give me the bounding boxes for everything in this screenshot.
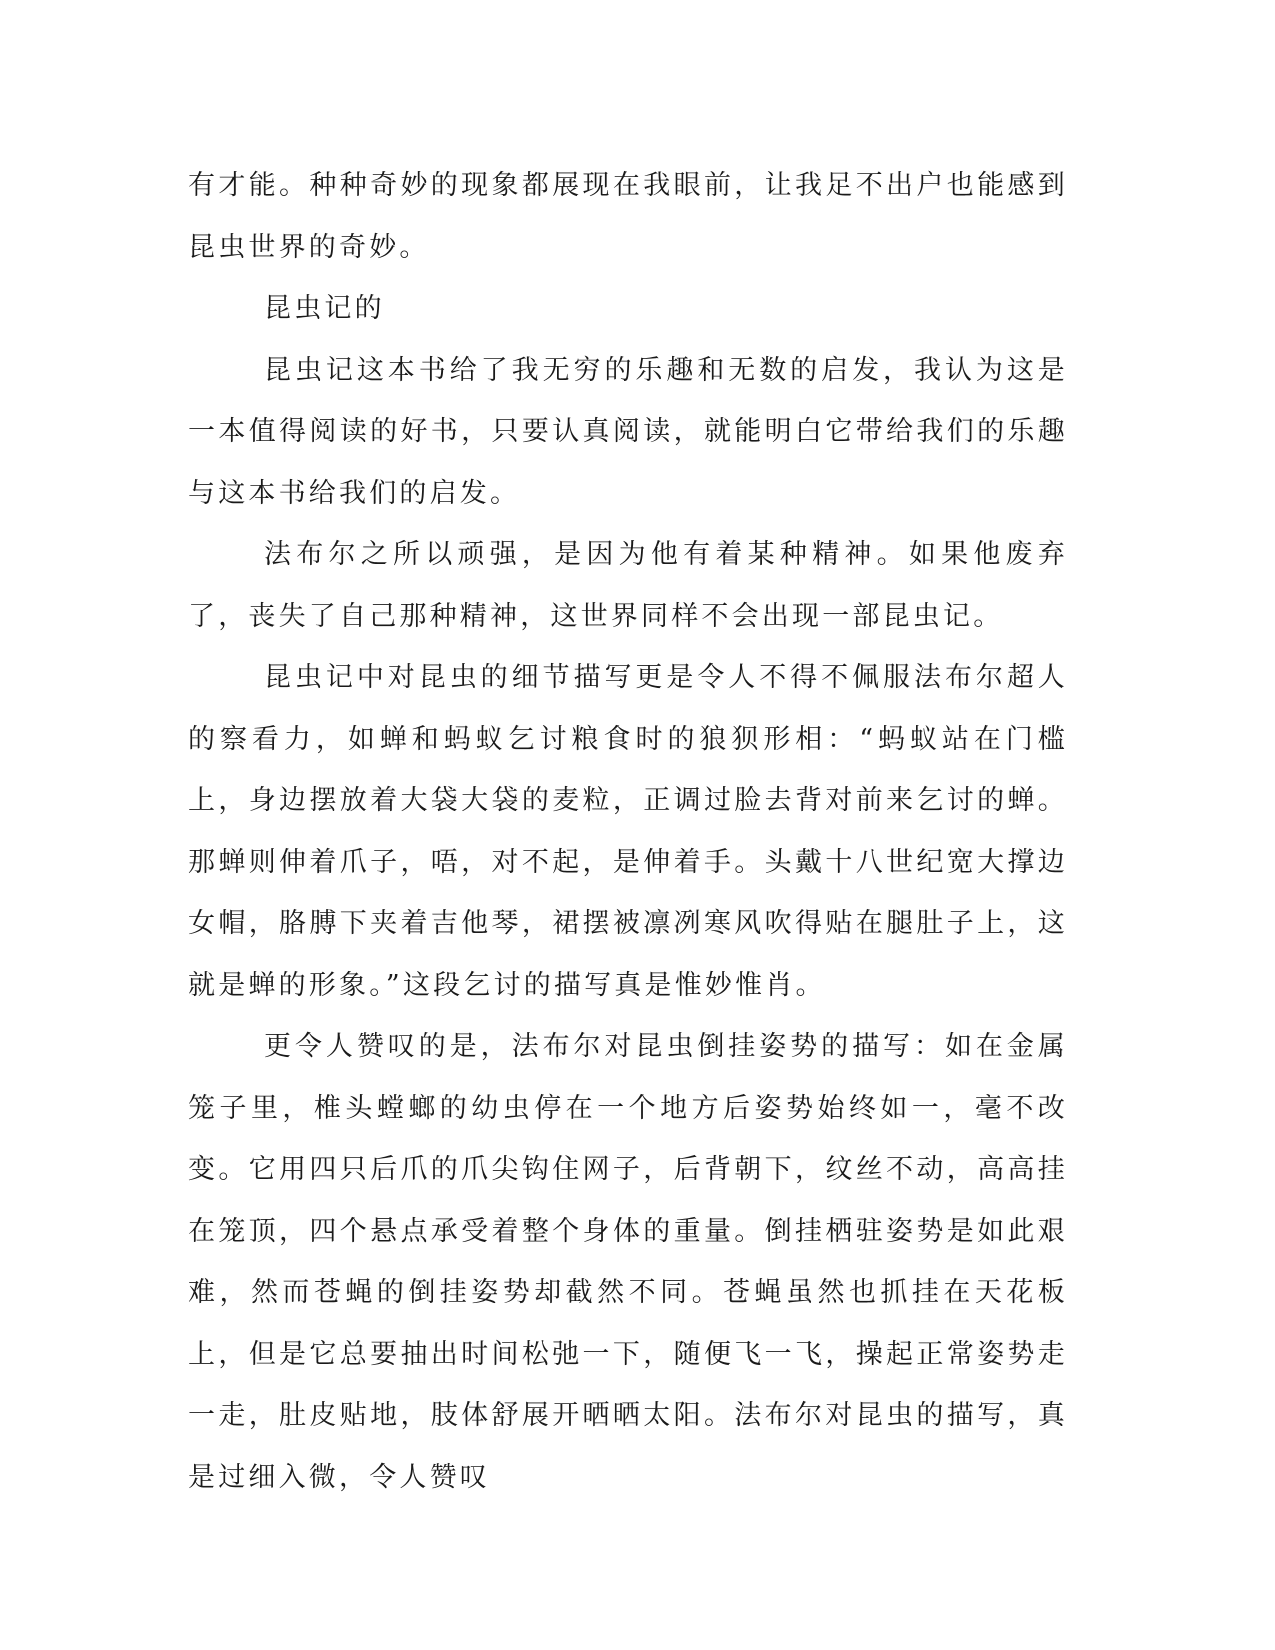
paragraph: 法布尔之所以顽强，是因为他有着某种精神。如果他废弃了，丧失了自己那种精神，这世界同样不会出现一部昆虫记。: [188, 539, 1068, 632]
paragraph: 昆虫记这本书给了我无穷的乐趣和无数的启发，我认为这是一本值得阅读的好书，只要认真阅读，就能明白它带给我们的乐趣与这本书给我们的启发。: [188, 354, 1068, 509]
paragraph: 更令人赞叹的是，法布尔对昆虫倒挂姿势的描写：如在金属笼子里，椎头螳螂的幼虫停在一个地方后姿势始终如一，毫不改变。它用四只后爪的爪尖钩住网子，后背朝下，纹丝不动，高高挂在笼顶，四个悬点承受着整个身体的重量。倒挂栖驻姿势是如此艰难，然而苍蝇的倒挂姿势却截然不同。苍蝇虽然也抓挂在天花板上，但是它总要抽出时间松弛一下，随便飞一飞，操起正常姿势走一走，肚皮贴地，肢体舒展开晒晒太阳。法布尔对昆虫的描写，真是过细入微，令人赞叹: [188, 1031, 1068, 1493]
paragraph: 昆虫记中对昆虫的细节描写更是令人不得不佩服法布尔超人的察看力，如蝉和蚂蚁乞讨粮食时的狼狈形相：“蚂蚁站在门槛上，身边摆放着大袋大袋的麦粒，正调过脸去背对前来乞讨的蝉。那蝉则伸着爪子，唔，对不起，是伸着手。头戴十八世纪宽大撑边女帽，胳膊下夹着吉他琴，裙摆被凛冽寒风吹得贴在腿肚子上，这就是蝉的形象。”这段乞讨的描写真是惟妙惟肖。: [188, 662, 1068, 1001]
section-heading: 昆虫记的: [264, 293, 385, 324]
paragraph-continuation: 有才能。种种奇妙的现象都展现在我眼前，让我足不出户也能感到昆虫世界的奇妙。: [188, 170, 1068, 263]
document-body: [188, 155, 1068, 1508]
